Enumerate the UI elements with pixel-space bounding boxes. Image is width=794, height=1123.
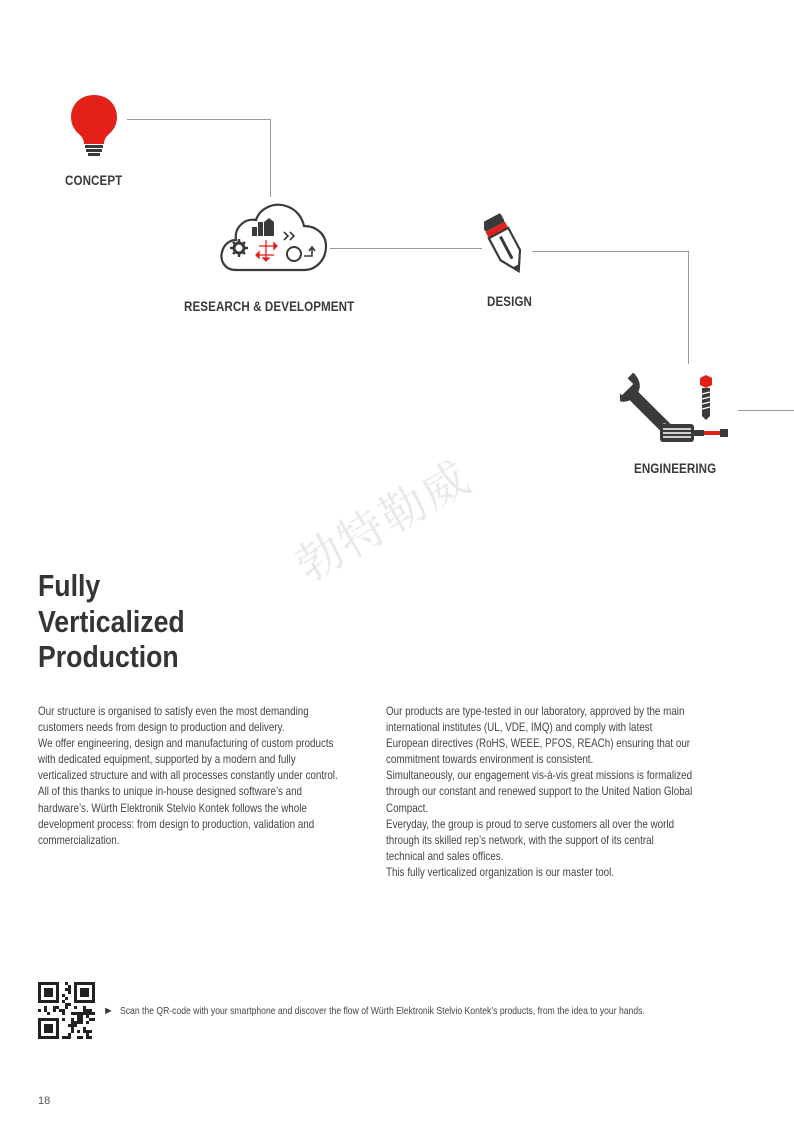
cloud-gears-icon xyxy=(216,200,332,280)
qr-caption: Scan the QR-code with your smartphone and discover the flow of Würth Elektronik Stelvio Kontek’s products, from the idea to your hands. xyxy=(120,1005,645,1017)
watermark: 勃特勒威 xyxy=(286,449,480,593)
left-column xyxy=(38,703,346,848)
step-label-concept: CONCEPT xyxy=(65,173,123,188)
tools-icon xyxy=(620,372,732,444)
paragraph: Simultaneously, our engagement vis-à-vis great missions is formalized through our constant and renewed support to the United Nation Global Compact. xyxy=(386,768,693,815)
paragraph: This fully verticalized organization is our master tool. xyxy=(386,864,615,879)
paragraph: Our products are type-tested in our laboratory, approved by the main international institutes (UL, VDE, IMQ) and comply with latest European directives (RoHS, WEEE, PFOS, REACh) ensuring that our commitment towards environment is consistent. xyxy=(386,704,691,767)
step-label-design: DESIGN xyxy=(487,294,533,309)
connector-line xyxy=(127,119,271,120)
pencil-icon xyxy=(484,212,528,278)
title-line: Fully xyxy=(38,568,101,603)
lightbulb-icon xyxy=(68,94,120,158)
paragraph: Everyday, the group is proud to serve customers all over the world through its skilled rep’s network, with the support of its central technical and sales offices. xyxy=(386,816,675,863)
qr-code[interactable] xyxy=(38,982,95,1039)
step-label-engineering: ENGINEERING xyxy=(634,461,717,476)
right-column xyxy=(386,703,694,880)
paragraph: All of this thanks to unique in-house designed software’s and hardware’s. Würth Elektronik Stelvio Kontek follows the whole development process: from design to production, validation and commercialization. xyxy=(38,784,315,847)
connector-line xyxy=(688,251,689,364)
connector-line xyxy=(532,251,689,252)
title-line: Verticalized xyxy=(38,603,185,639)
step-label-research: RESEARCH & DEVELOPMENT xyxy=(184,299,355,314)
connector-line xyxy=(330,248,482,249)
connector-line xyxy=(738,410,794,411)
paragraph: We offer engineering, design and manufacturing of custom products with dedicated equipment, supported by a modern and fully verticalized structure and with all processes constantly under control. xyxy=(38,736,338,783)
paragraph: Our structure is organised to satisfy even the most demanding customers needs from design to production and delivery. xyxy=(38,704,309,735)
page-number: 18 xyxy=(38,1095,51,1107)
title-line: Production xyxy=(38,639,179,674)
arrow-right-icon: ► xyxy=(103,1005,114,1017)
page-title xyxy=(38,568,185,675)
connector-line xyxy=(270,119,271,197)
